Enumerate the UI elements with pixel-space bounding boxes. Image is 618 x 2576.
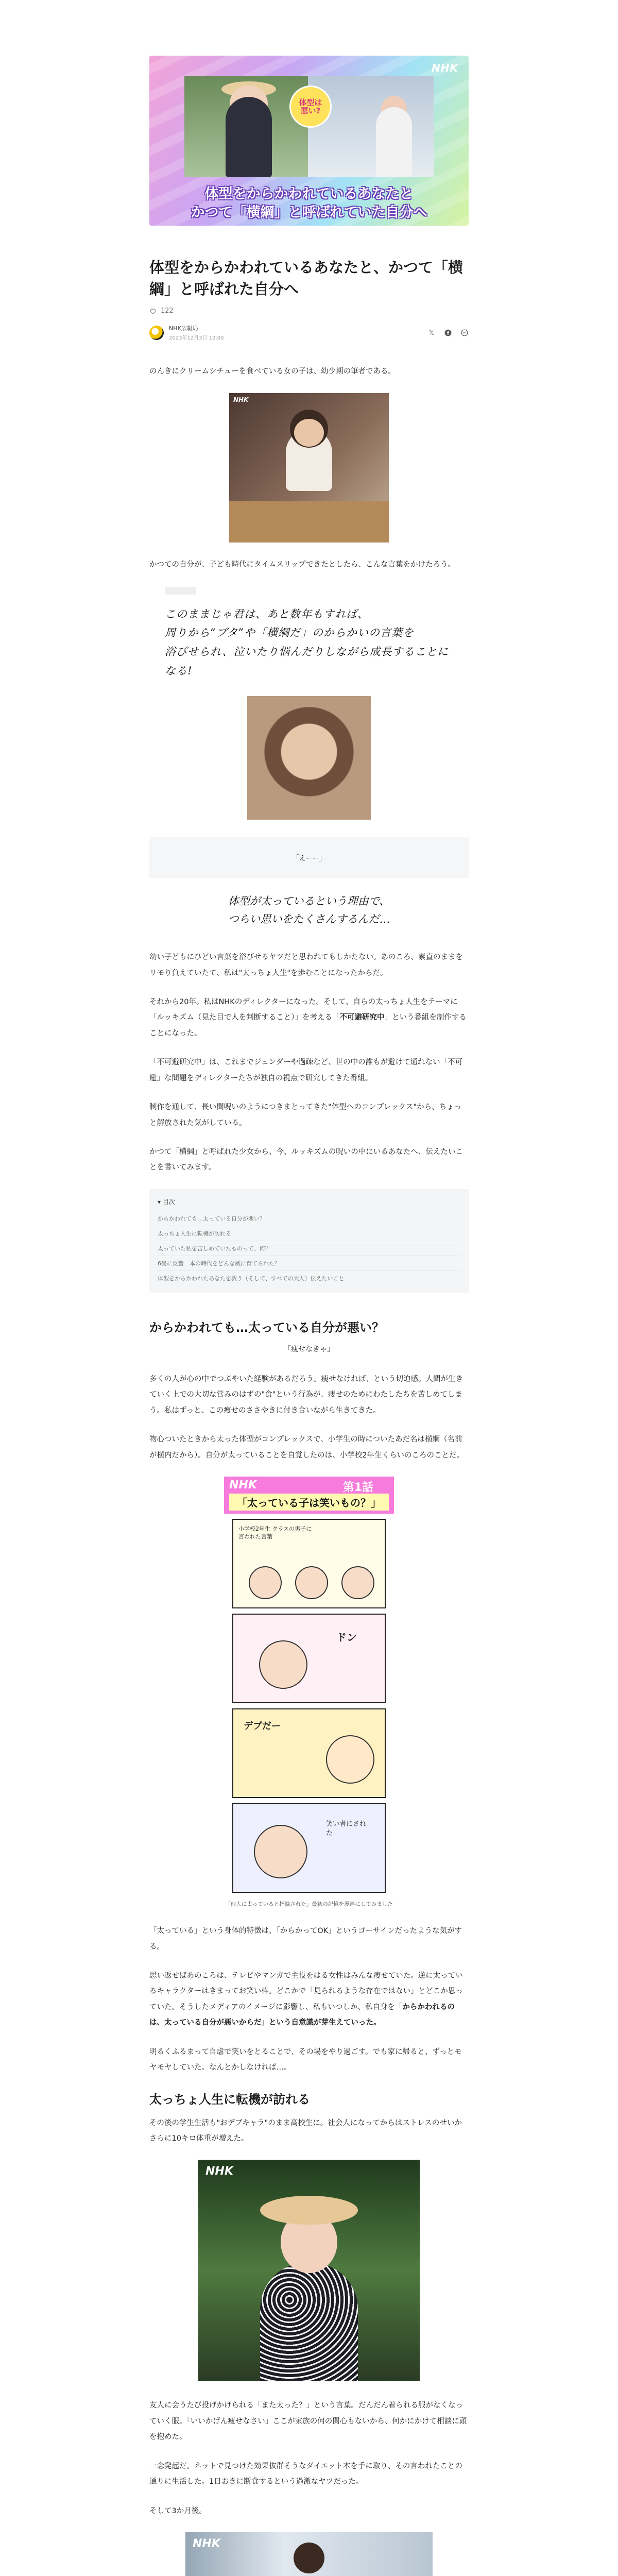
paragraph: その後の学生生活も"おデブキャラ"のまま高校生に。社会人になってからはストレスのせいかさらに10キロ体重が増えた。 bbox=[149, 2119, 462, 2143]
child-face bbox=[294, 419, 324, 447]
manga-title: 「太っている子は笑いもの？」 bbox=[229, 1494, 389, 1511]
handwritten-line: つらい思いをたくさんするんだ… bbox=[228, 913, 390, 926]
person-right-body bbox=[376, 107, 412, 177]
hero-image bbox=[149, 56, 469, 226]
toc-item[interactable]: 太っちょ人生に転機が訪れる bbox=[158, 1226, 460, 1241]
tape-decoration bbox=[165, 587, 196, 595]
character-icon bbox=[259, 1640, 307, 1689]
article-title: 体型をからかわれているあなたと、かつて「横綱」と呼ばれた自分へ bbox=[149, 259, 464, 298]
paragraph: 「太っている」という身体的特徴は、「からかってOK」というゴーサインだったような気がする。 bbox=[149, 1927, 462, 1951]
toc-heading[interactable]: ▾ 目次 bbox=[158, 1198, 175, 1206]
avatar[interactable] bbox=[149, 326, 164, 340]
heart-icon[interactable] bbox=[149, 308, 157, 315]
manga-panel: ドン bbox=[232, 1614, 386, 1703]
paragraph: それから20年。私はNHKのディレクターになった。そして、自らの太っちょ人生をテーマに「ルッキズム（見た目で人を判断すること）」を考える「不可避研究中」という番組を制作することになった。 bbox=[149, 997, 467, 1038]
character-icon bbox=[326, 1735, 374, 1784]
hero-caption-line1: 体型をからかわれているあなたと bbox=[204, 186, 414, 202]
nhk-logo: NHK bbox=[205, 2165, 233, 2178]
emphasis: からかわれるのは、太っている自分が悪いからだ」という自意識が芽生えていった。 bbox=[149, 2003, 455, 2027]
like-row[interactable] bbox=[149, 307, 469, 315]
publish-date: 2023年12月3日 12:00 bbox=[169, 335, 224, 342]
person-left-body bbox=[226, 97, 272, 177]
handwritten-line: 浴びせられ、泣いたり悩んだりしながら成長することになる! bbox=[165, 646, 449, 677]
paragraph: かつての自分が、子ども時代にタイムスリップできたとしたら、こんな言葉をかけたろう。 bbox=[149, 560, 456, 569]
table-of-contents bbox=[149, 1189, 469, 1293]
image-caption: 「他人に太っていると指摘された」最初の記憶を漫画にしてみました bbox=[225, 1901, 393, 1908]
handwritten-line: 周りから“ブタ”や「横綱だ」のからかいの言葉を bbox=[165, 626, 414, 639]
sub-quote: 「痩せなきゃ」 bbox=[284, 1345, 334, 1353]
handwritten-line: このままじゃ君は、あと数年もすれば、 bbox=[165, 607, 369, 620]
hero-caption-line2: かつて「横綱」と呼ばれていた自分へ bbox=[191, 205, 427, 221]
nhk-logo: NHK bbox=[229, 1479, 257, 1492]
handwritten-message bbox=[165, 892, 453, 929]
character-icon bbox=[341, 1566, 374, 1599]
nhk-logo: NHK bbox=[233, 396, 249, 403]
manga-episode: 第1話 bbox=[342, 1481, 373, 1495]
paragraph: 制作を通して、長い間呪いのようにつきまとってきた"体型へのコンプレックス"から、ちょっと解放された気がしている。 bbox=[149, 1103, 462, 1127]
nhk-logo: NHK bbox=[432, 62, 458, 74]
person-body bbox=[260, 2263, 358, 2381]
character-icon bbox=[295, 1566, 328, 1599]
paragraph: 幼い子どもにひどい言葉を浴びせるヤツだと思われてもしかたない。あのころ、素直のままをリモり負えていたて、私は"太っちょ人生"を歩むことになったからだ。 bbox=[149, 953, 463, 977]
paragraph: そして3か月後。 bbox=[149, 2506, 207, 2515]
toc-item[interactable]: 6畳に反響 本の時代をどんな風に育てられた？ bbox=[158, 1256, 460, 1271]
manga-panel: 笑い者にされた bbox=[232, 1803, 386, 1893]
paragraph: のんきにクリームシチューを食べている女の子は、幼少期の筆者である。 bbox=[149, 367, 396, 376]
toc-item[interactable]: からかわれても…太っている自分が悪い？ bbox=[158, 1211, 460, 1226]
facebook-icon[interactable] bbox=[444, 329, 452, 337]
author-name[interactable]: NHK広報局 bbox=[169, 325, 198, 332]
program-name: 不可避研究中 bbox=[339, 1013, 385, 1022]
paragraph: 「不可避研究中」は、これまでジェンダーや過疎など、世の中の誰もが避けて通れない「不可避」な問題をディレクターたちが独自の視点で研究してきた番組。 bbox=[149, 1058, 463, 1082]
article bbox=[149, 0, 469, 2576]
character-icon bbox=[254, 1825, 307, 1878]
paragraph: 明るくふるまって自虐で笑いをとることで、その場をやり過ごす。でも家に帰ると、ずっとモヤモヤしていた。なんとかしなければ…。 bbox=[149, 2047, 462, 2072]
paragraph: かつて「横綱」と呼ばれた少女から、今、ルッキズムの呪いの中にいるあなたへ、伝えたいことを書いてみます。 bbox=[149, 1148, 463, 1172]
childhood-photo bbox=[229, 393, 389, 543]
like-count: 122 bbox=[161, 307, 174, 315]
hero-bubble: 体型は 悪い? bbox=[289, 86, 332, 128]
toc-item[interactable]: 体型をからかわれたあなたを救う（そして、すべての大人）伝えたいこと bbox=[158, 1275, 345, 1282]
person-head bbox=[294, 2543, 324, 2573]
paragraph: 多くの人が心の中でつぶやいた経験があるだろう。痩せなければ、という切迫感。人間が生きていく上での大切な営みのはずの"食"という行為が、痩せのためにわたしたちを苦しめてしまう。私はずっと、この痩せのささやきに付き合いながら生きてきた。 bbox=[149, 1375, 463, 1415]
byline bbox=[149, 324, 469, 341]
after-photo bbox=[185, 2532, 433, 2576]
character-icon bbox=[249, 1566, 282, 1599]
author[interactable] bbox=[149, 324, 224, 341]
manga-image bbox=[224, 1477, 394, 1893]
quote-box: 「えーー」 bbox=[149, 837, 469, 878]
section-heading: からかわれても…太っている自分が悪い？ bbox=[149, 1320, 384, 1335]
manga-panel: 小学校2年生 クラスの男子に言われた言葉 bbox=[232, 1519, 386, 1608]
section-heading: 太っちょ人生に転機が訪れる bbox=[149, 2092, 310, 2107]
more-icon[interactable] bbox=[460, 329, 469, 337]
table-shape bbox=[229, 501, 389, 543]
manga-panel: デブだー bbox=[232, 1708, 386, 1798]
paragraph: 一念発起だ。ネットで見つけた効果抜群そうなダイエット本を手に取り、その言われたことの通りに生活した。1日おきに断食するという過激なヤツだった。 bbox=[149, 2462, 462, 2486]
handwritten-line: 体型が太っているという理由で、 bbox=[228, 894, 390, 907]
paragraph: 友人に会うたび投げかけられる「また太った？」という言葉。だんだん着られる服がなくなっていく服。「いいかげん痩せなさい」ここが家族の何の関心もないから、何かにかけて相談に頭を抱めた。 bbox=[149, 2401, 467, 2442]
x-icon[interactable]: 𝕏 bbox=[429, 329, 434, 336]
paragraph: 思い返せばあのころは、テレビやマンガで主役をはる女性はみんな痩せていた。逆に太っているキャラクターはきまってお笑い枠。どこかで「見られるような存在ではない」とどこか思っていた。そうしたメディアのイメージに影響し、私もいつしか、私自身を「からかわれるのは、太っている自分が悪いからだ」という自意識が芽生えていった。 bbox=[149, 1971, 463, 2027]
share-bar bbox=[427, 329, 469, 337]
handwritten-message bbox=[165, 586, 453, 681]
toc-item[interactable]: 太っていた私を苦しめていたものって、何？ bbox=[158, 1241, 460, 1256]
adult-photo bbox=[198, 2160, 420, 2381]
toddler-photo bbox=[247, 696, 371, 820]
nhk-logo: NHK bbox=[193, 2537, 220, 2551]
paragraph: 物心ついたときから太った体型がコンプレックスで、小学生の時についたあだ名は横綱（名前が横内だから）。自分が太っていることを自覚したのは、小学校2年生くらいのころのことだ。 bbox=[149, 1435, 464, 1460]
